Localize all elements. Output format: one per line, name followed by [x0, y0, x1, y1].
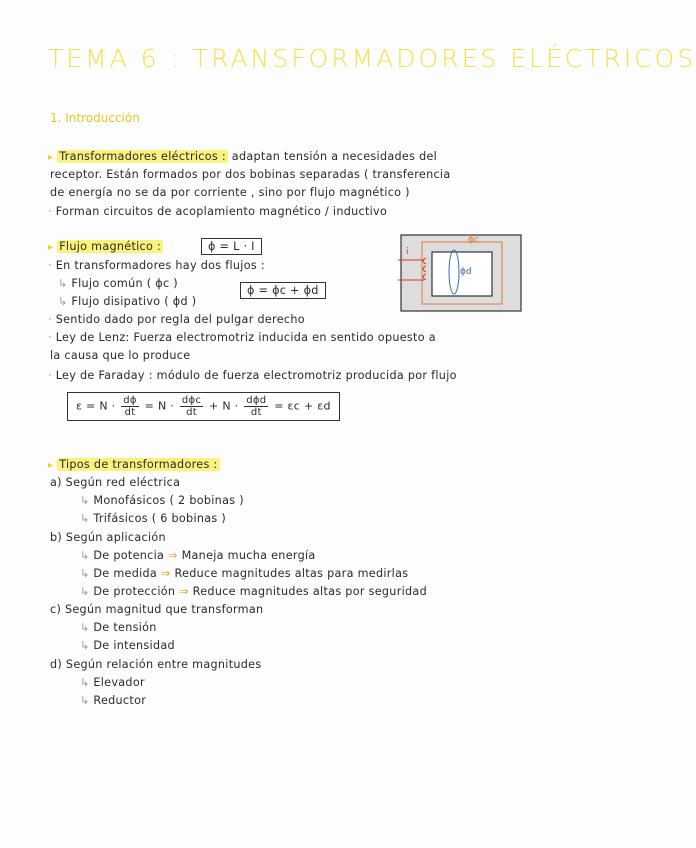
types-d2-text: Reductor — [93, 694, 147, 707]
frac2-den: dt — [186, 407, 197, 418]
hook-arrow-icon: ↳ — [58, 295, 68, 308]
types-b1-desc: Maneja mucha energía — [181, 549, 316, 562]
flux-dispersion-text: Flujo disipativo ( ϕd ) — [71, 295, 197, 308]
intro-bullet-2-text: Forman circuitos de acoplamiento magnético / inductivo — [55, 205, 388, 218]
phi-c-label: ϕc — [468, 235, 479, 245]
hook-arrow-icon: ↳ — [80, 585, 90, 598]
eq-lhs: ε = N · — [76, 399, 116, 413]
intro-bullet-2 — [48, 205, 387, 218]
types-b3-desc: Reduce magnitudes altas por seguridad — [192, 585, 427, 598]
flux-direction-text: Sentido dado por regla del pulgar derecho — [55, 313, 305, 326]
dot-bullet-icon: · — [48, 259, 52, 272]
flux-formula-box: ϕ = L · I — [201, 238, 262, 255]
bullet-icon: ▸ — [48, 460, 54, 471]
types-c: c) Según magnitud que transforman — [50, 603, 264, 616]
frac3-den: dt — [250, 407, 262, 418]
dot-bullet-icon: · — [48, 313, 52, 326]
dot-bullet-icon: · — [48, 369, 52, 382]
types-heading-line — [48, 458, 220, 471]
hook-arrow-icon: ↳ — [58, 277, 68, 290]
types-d1 — [80, 676, 145, 689]
types-a1 — [80, 494, 244, 507]
frac3-num: dϕd — [246, 395, 267, 406]
intro-heading: Transformadores eléctricos : — [59, 150, 226, 163]
hook-arrow-icon: ↳ — [80, 567, 90, 580]
flux-common-text: Flujo común ( ϕc ) — [71, 277, 178, 290]
types-d2 — [80, 694, 146, 707]
types-b1 — [80, 549, 316, 562]
flux-sum-box: ϕ = ϕc + ϕd — [240, 282, 326, 299]
fraction-1 — [121, 395, 139, 418]
flux-direction — [48, 313, 305, 326]
eq-rhs: = εc + εd — [274, 399, 331, 413]
types-b2-desc: Reduce magnitudes altas para medirlas — [174, 567, 409, 580]
faraday-text: Ley de Faraday : módulo de fuerza electromotriz producida por flujo — [55, 369, 457, 382]
bullet-icon: ▸ — [48, 152, 54, 163]
flux-types-intro-text: En transformadores hay dos flujos : — [55, 259, 265, 272]
lenz-line-1-text: Ley de Lenz: Fuerza electromotriz inducida en sentido opuesto a — [55, 331, 436, 344]
types-b3 — [80, 585, 427, 598]
types-b2 — [80, 567, 408, 580]
eq-plus: + N · — [209, 399, 239, 413]
intro-line-3: de energía no se da por corriente , sino por flujo magnético ) — [50, 186, 410, 199]
hook-arrow-icon: ↳ — [80, 512, 90, 525]
eq-mid: = N · — [144, 399, 175, 413]
bullet-icon: ▸ — [48, 242, 54, 253]
flux-types-intro — [48, 259, 265, 272]
fraction-2 — [180, 395, 203, 418]
hook-arrow-icon: ↳ — [80, 639, 90, 652]
types-b: b) Según aplicación — [50, 531, 166, 544]
hook-arrow-icon: ↳ — [80, 494, 90, 507]
types-d1-text: Elevador — [93, 676, 145, 689]
hook-arrow-icon: ↳ — [80, 549, 90, 562]
types-a: a) Según red eléctrica — [50, 476, 181, 489]
flux-heading: Flujo magnético : — [59, 240, 162, 253]
implies-arrow-icon: ⇒ — [160, 567, 171, 580]
types-a2-text: Trifásicos ( 6 bobinas ) — [93, 512, 227, 525]
types-b3-name: De protección — [93, 585, 176, 598]
current-label: i — [406, 247, 409, 257]
transformer-diagram — [396, 230, 526, 316]
types-b2-name: De medida — [93, 567, 158, 580]
types-b1-name: De potencia — [93, 549, 165, 562]
intro-line1-rest: adaptan tensión a necesidades del — [231, 150, 438, 163]
faraday-equation — [67, 392, 340, 421]
hook-arrow-icon: ↳ — [80, 621, 90, 634]
flux-heading-line — [48, 240, 163, 253]
frac2-num: dϕc — [181, 395, 202, 406]
page-title: TEMA 6 : TRANSFORMADORES ELÉCTRICOS — [48, 44, 696, 73]
types-c1-text: De tensión — [93, 621, 157, 634]
dot-bullet-icon: · — [48, 205, 52, 218]
types-heading: Tipos de transformadores : — [59, 458, 218, 471]
faraday-line — [48, 369, 457, 382]
fraction-3 — [244, 395, 268, 418]
section-introduccion: 1. Introducción — [50, 111, 140, 125]
hook-arrow-icon: ↳ — [80, 694, 90, 707]
implies-arrow-icon: ⇒ — [168, 549, 178, 562]
intro-line-2: receptor. Están formados por dos bobinas separadas ( transferencia — [50, 168, 451, 181]
hook-arrow-icon: ↳ — [80, 676, 90, 689]
lenz-line-1 — [48, 331, 436, 344]
flux-dispersion — [58, 295, 196, 308]
flux-common — [58, 277, 178, 290]
implies-arrow-icon: ⇒ — [179, 585, 189, 598]
types-a2 — [80, 512, 226, 525]
types-d: d) Según relación entre magnitudes — [50, 658, 262, 671]
intro-line-1 — [48, 150, 437, 163]
lenz-line-2: la causa que lo produce — [50, 349, 191, 362]
dot-bullet-icon: · — [48, 331, 52, 344]
types-c1 — [80, 621, 157, 634]
types-c2 — [80, 639, 175, 652]
phi-d-label: ϕd — [460, 267, 472, 277]
types-c2-text: De intensidad — [93, 639, 175, 652]
types-a1-text: Monofásicos ( 2 bobinas ) — [93, 494, 244, 507]
frac1-den: dt — [124, 407, 136, 418]
frac1-num: dϕ — [123, 395, 137, 406]
